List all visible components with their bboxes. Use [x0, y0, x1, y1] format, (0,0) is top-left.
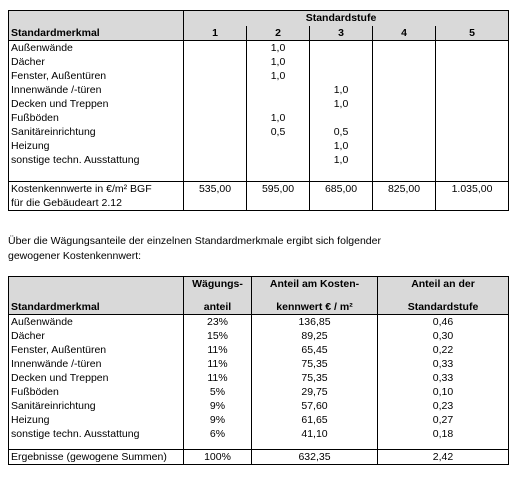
waegungsanteil: 23%: [184, 315, 252, 330]
stufe-value-2: 0,5: [247, 125, 310, 139]
stufe-anteil: 0,23: [378, 399, 509, 413]
merkmal-label: Sanitäreinrichtung: [9, 125, 184, 139]
gewogener-kostenkennwert-table: [8, 276, 509, 465]
stufe-value-4: [373, 83, 436, 97]
stufe-value-2: [247, 83, 310, 97]
stufe-value-4: [373, 139, 436, 153]
kosten-anteil: 75,35: [252, 371, 378, 385]
stufe-value-5: [436, 97, 509, 111]
stufe-header-2: 2: [247, 26, 310, 41]
waegung-header-1: Wägungs-: [184, 277, 252, 292]
merkmal-label: Decken und Treppen: [9, 371, 184, 385]
merkmal-row: [9, 41, 509, 56]
merkmal-label: Innenwände /-türen: [9, 357, 184, 371]
stufe-anteil-header-1: Anteil an der: [378, 277, 509, 292]
stufe-anteil: 0,33: [378, 357, 509, 371]
stufe-value-2: 1,0: [247, 69, 310, 83]
explanation-text: [8, 234, 508, 263]
stufe-value-3: 1,0: [310, 139, 373, 153]
stufe-value-3: 1,0: [310, 153, 373, 167]
anteil-header-1: Anteil am Kosten-: [252, 277, 378, 292]
standardmerkmal-header: Standardmerkmal: [9, 26, 184, 41]
stufe-anteil: 0,10: [378, 385, 509, 399]
ergebnis-label: Ergebnisse (gewogene Summen): [9, 450, 184, 465]
waegung-row: [9, 329, 509, 343]
kosten-value-4: 825,00: [373, 182, 436, 197]
merkmal-row: [9, 55, 509, 69]
stufe-value-5: [436, 111, 509, 125]
waegung-row: [9, 371, 509, 385]
stufe-value-3: [310, 41, 373, 56]
stufe-anteil: 0,46: [378, 315, 509, 330]
merkmal-row: [9, 125, 509, 139]
stufe-value-2: 1,0: [247, 55, 310, 69]
merkmal-row: [9, 97, 509, 111]
stufe-anteil: 0,22: [378, 343, 509, 357]
stufe-value-2: [247, 153, 310, 167]
stufe-value-4: [373, 55, 436, 69]
stufe-value-2: [247, 139, 310, 153]
stufe-value-5: [436, 41, 509, 56]
stufe-value-5: [436, 153, 509, 167]
waegungsanteil: 11%: [184, 343, 252, 357]
merkmal-row: [9, 83, 509, 97]
stufe-value-1: [184, 97, 247, 111]
merkmal-label: Fenster, Außentüren: [9, 69, 184, 83]
merkmal-label: Außenwände: [9, 41, 184, 56]
stufe-anteil: 0,33: [378, 371, 509, 385]
stufe-anteil: 0,18: [378, 427, 509, 441]
kosten-anteil: 136,85: [252, 315, 378, 330]
kosten-anteil: 57,60: [252, 399, 378, 413]
stufe-value-1: [184, 55, 247, 69]
merkmal-label: Außenwände: [9, 315, 184, 330]
kosten-value-5: 1.035,00: [436, 182, 509, 197]
stufe-value-3: 0,5: [310, 125, 373, 139]
kosten-value-2: 595,00: [247, 182, 310, 197]
stufe-value-1: [184, 41, 247, 56]
gebaeudeart-label: für die Gebäudeart 2.12: [9, 196, 184, 211]
stufe-value-3: [310, 111, 373, 125]
stufe-anteil-header-2: Standardstufe: [378, 300, 509, 315]
stufe-value-1: [184, 69, 247, 83]
waegungsanteil: 15%: [184, 329, 252, 343]
waegungsanteil: 9%: [184, 413, 252, 427]
kosten-anteil: 89,25: [252, 329, 378, 343]
stufe-value-4: [373, 69, 436, 83]
waegungsanteil: 11%: [184, 371, 252, 385]
stufe-value-1: [184, 153, 247, 167]
explanation-line-1: Über die Wägungsanteile der einzelnen Standardmerkmale ergibt sich folgender: [8, 235, 381, 247]
merkmal-row: [9, 153, 509, 167]
merkmal-label: sonstige techn. Ausstattung: [9, 427, 184, 441]
stufe-anteil: 0,27: [378, 413, 509, 427]
stufe-value-1: [184, 125, 247, 139]
merkmal-row: [9, 111, 509, 125]
stufe-value-5: [436, 83, 509, 97]
merkmal-row: [9, 69, 509, 83]
merkmal-label: Decken und Treppen: [9, 97, 184, 111]
kosten-anteil: 41,10: [252, 427, 378, 441]
waegung-row: [9, 385, 509, 399]
stufe-header-4: 4: [373, 26, 436, 41]
anteil-header-2: kennwert € / m²: [252, 300, 378, 315]
stufe-value-4: [373, 111, 436, 125]
kosten-anteil: 29,75: [252, 385, 378, 399]
ergebnis-kosten: 632,35: [252, 450, 378, 465]
standardstufen-table: [8, 10, 509, 211]
stufe-anteil: 0,30: [378, 329, 509, 343]
ergebnis-waegung: 100%: [184, 450, 252, 465]
merkmal-row: [9, 139, 509, 153]
waegung-row: [9, 427, 509, 441]
waegungsanteil: 6%: [184, 427, 252, 441]
waegung-row: [9, 399, 509, 413]
stufe-value-5: [436, 125, 509, 139]
stufe-header-1: 1: [184, 26, 247, 41]
kosten-anteil: 61,65: [252, 413, 378, 427]
stufe-value-4: [373, 97, 436, 111]
stufe-value-3: [310, 55, 373, 69]
stufe-value-1: [184, 83, 247, 97]
waegung-row: [9, 413, 509, 427]
stufe-value-4: [373, 153, 436, 167]
stufe-value-2: [247, 97, 310, 111]
waegung-header-2: anteil: [184, 300, 252, 315]
kosten-anteil: 65,45: [252, 343, 378, 357]
stufe-value-2: 1,0: [247, 41, 310, 56]
merkmal-label: Heizung: [9, 139, 184, 153]
stufe-value-3: [310, 69, 373, 83]
kosten-value-1: 535,00: [184, 182, 247, 197]
stufe-value-3: 1,0: [310, 83, 373, 97]
stufe-value-4: [373, 41, 436, 56]
merkmal-label: Sanitäreinrichtung: [9, 399, 184, 413]
waegung-row: [9, 343, 509, 357]
stufe-value-2: 1,0: [247, 111, 310, 125]
standardstufe-header: Standardstufe: [247, 11, 436, 26]
merkmal-label: Heizung: [9, 413, 184, 427]
stufe-value-1: [184, 139, 247, 153]
kosten-label: Kostenkennwerte in €/m² BGF: [9, 182, 184, 197]
stufe-value-4: [373, 125, 436, 139]
stufe-value-5: [436, 55, 509, 69]
merkmal-label: sonstige techn. Ausstattung: [9, 153, 184, 167]
merkmal-label: Dächer: [9, 329, 184, 343]
ergebnis-stufe: 2,42: [378, 450, 509, 465]
merkmal-label: Dächer: [9, 55, 184, 69]
stufe-header-3: 3: [310, 26, 373, 41]
waegung-row: [9, 315, 509, 330]
merkmal-label: Fußböden: [9, 385, 184, 399]
stufe-header-5: 5: [436, 26, 509, 41]
explanation-line-2: gewogener Kostenkennwert:: [8, 249, 142, 262]
stufe-value-5: [436, 69, 509, 83]
waegungsanteil: 9%: [184, 399, 252, 413]
merkmal-label: Innenwände /-türen: [9, 83, 184, 97]
waegungsanteil: 5%: [184, 385, 252, 399]
stufe-value-5: [436, 139, 509, 153]
kosten-value-3: 685,00: [310, 182, 373, 197]
waegung-row: [9, 357, 509, 371]
merkmal-label: Fußböden: [9, 111, 184, 125]
stufe-value-3: 1,0: [310, 97, 373, 111]
kosten-anteil: 75,35: [252, 357, 378, 371]
waegungsanteil: 11%: [184, 357, 252, 371]
merkmal-label: Fenster, Außentüren: [9, 343, 184, 357]
stufe-value-1: [184, 111, 247, 125]
standardmerkmal-header-2: Standardmerkmal: [9, 300, 184, 315]
